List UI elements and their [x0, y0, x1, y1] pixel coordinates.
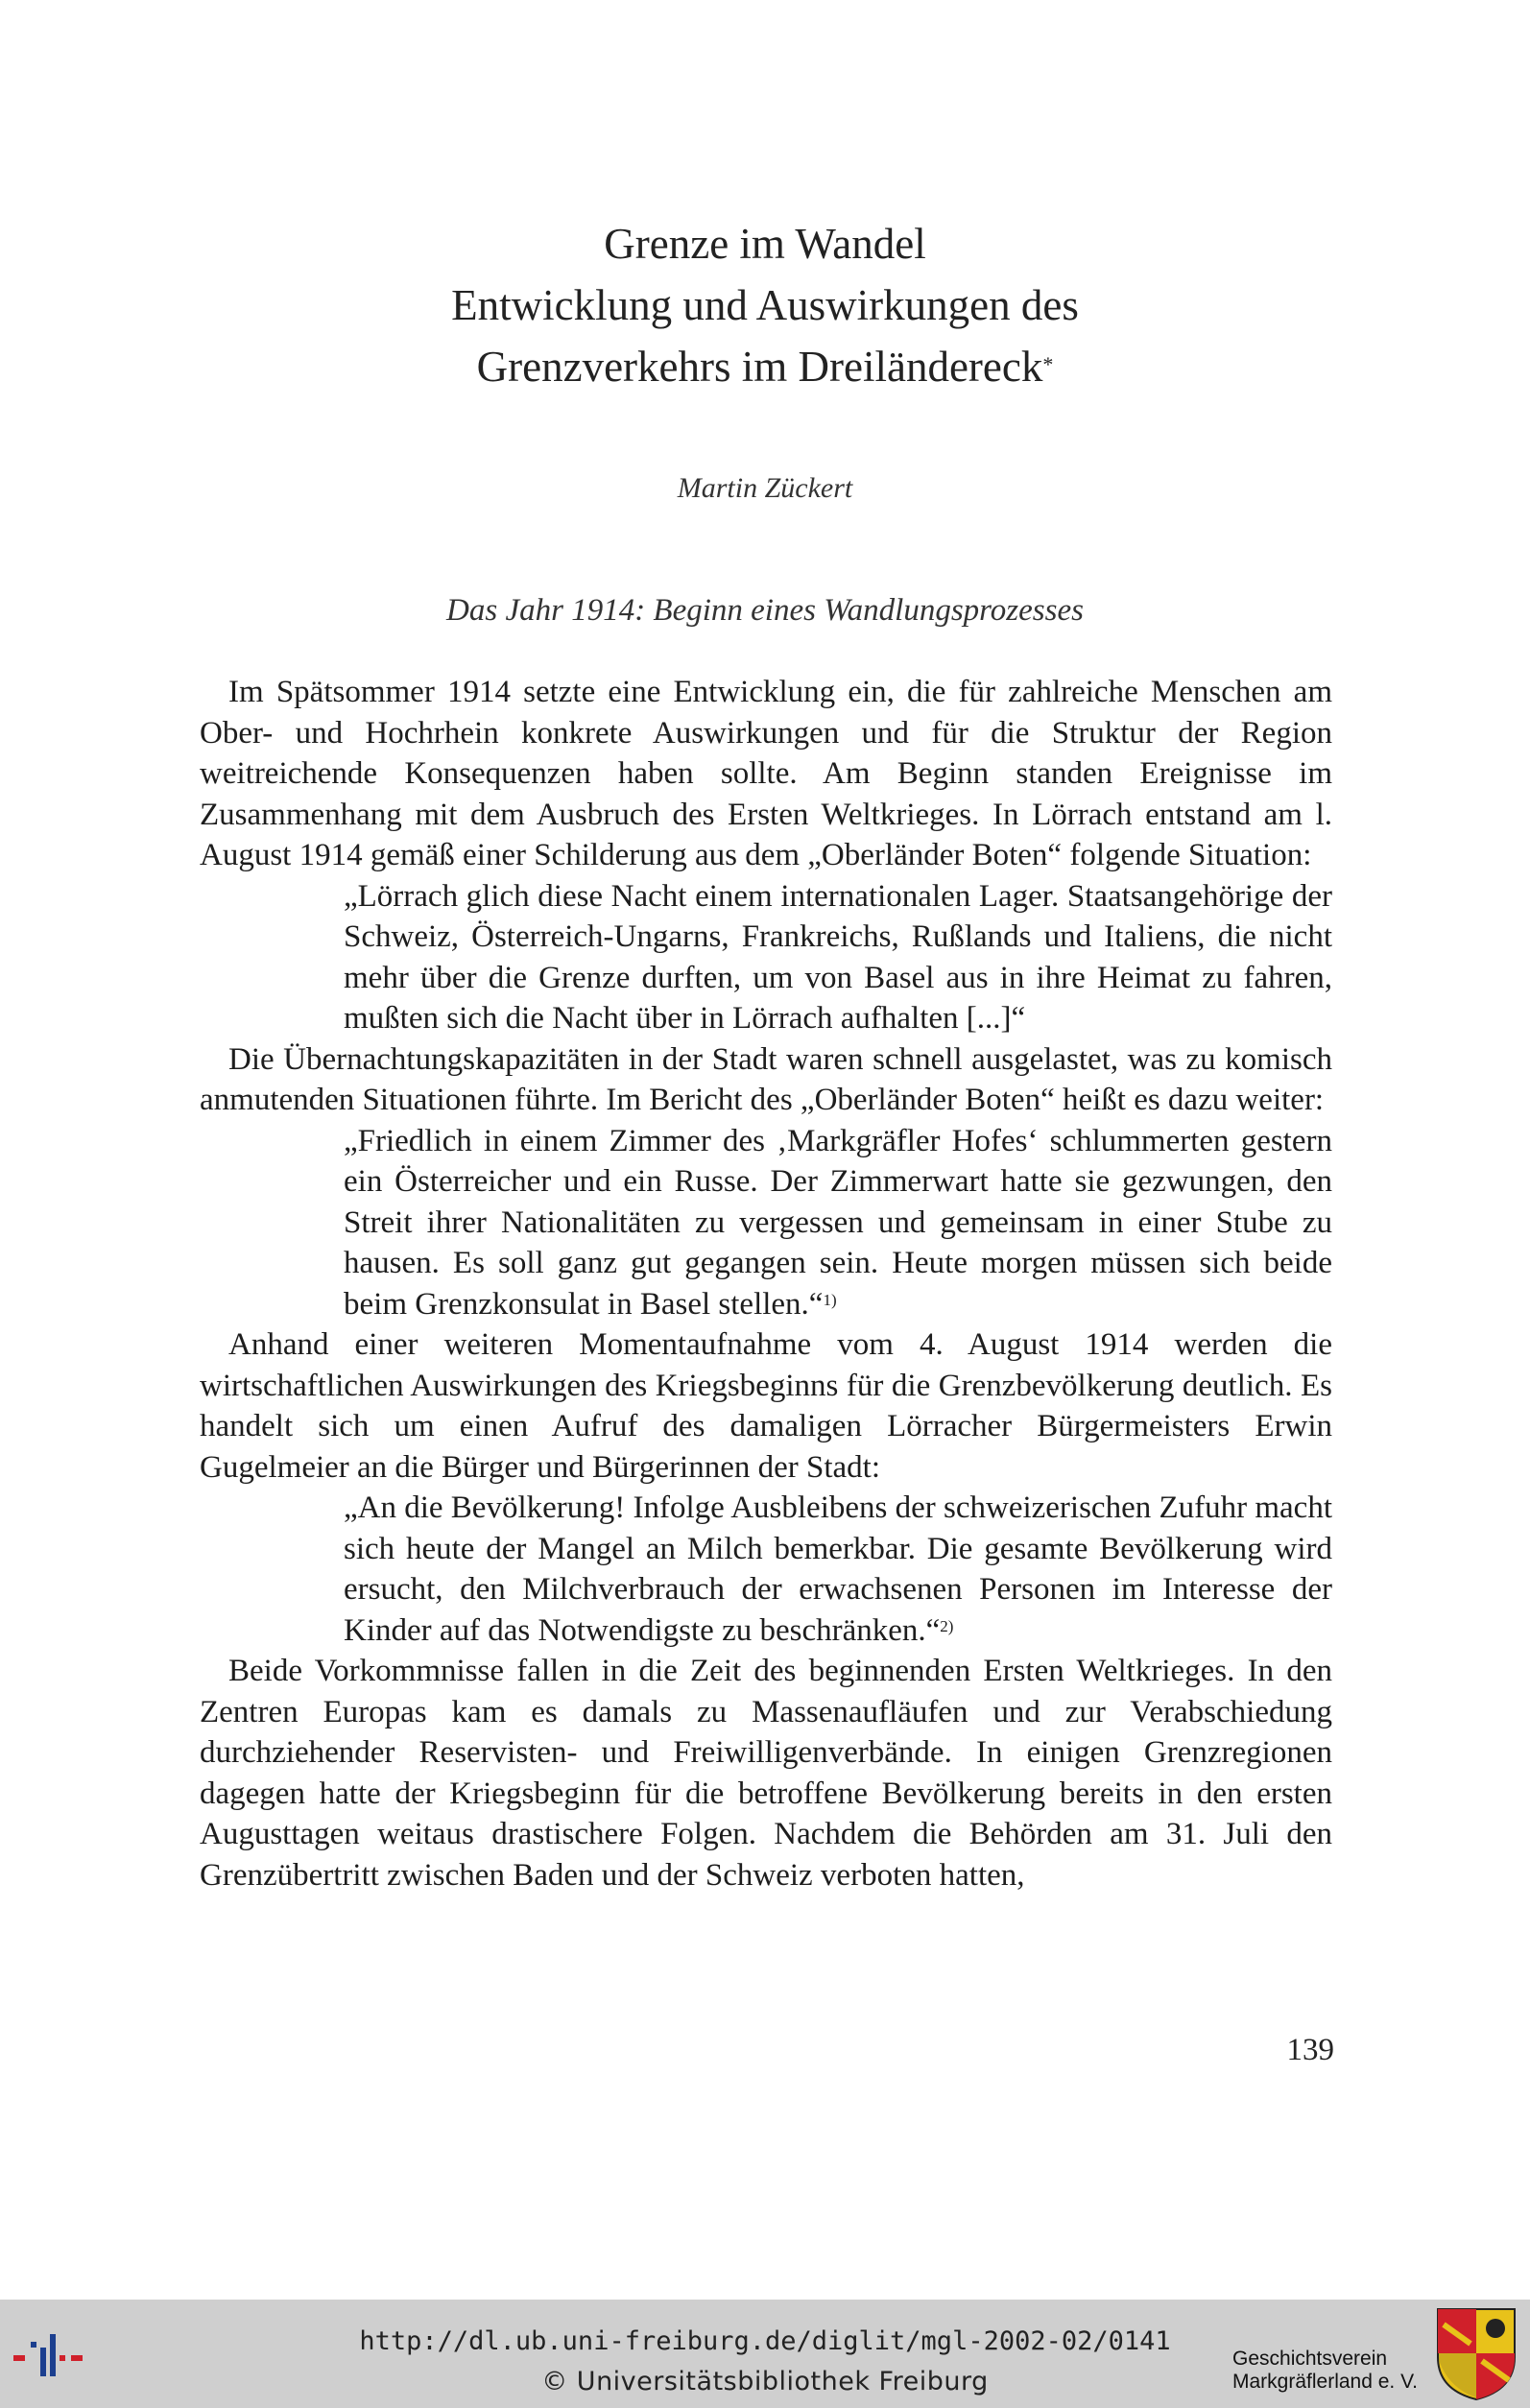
page-number: 139 — [1286, 2033, 1334, 2067]
article-title — [0, 213, 1530, 397]
article-body — [200, 672, 1332, 1895]
society-name-line-2: Markgräflerland e. V. — [1232, 2371, 1418, 2393]
title-line-1: Grenze im Wandel — [604, 220, 926, 268]
footer-bar — [0, 2300, 1530, 2408]
paragraph-1: Im Spätsommer 1914 setzte eine Entwicklung ein, die für zahlreiche Menschen am Ober- und Hochrhein konkrete Auswirkungen und für die Struktur der Region weitreichende Konsequenzen haben sollte. Am Beginn standen Ereignisse im Zusammenhang mit dem Ausbruch des Ersten Weltkrieges. In Lörrach entstand am l. August 1914 gemäß einer Schilderung aus dem „Oberländer Boten“ folgende Situation: — [200, 675, 1332, 872]
title-line-3 — [0, 336, 1530, 397]
footnote-ref-2: 2) — [940, 1616, 954, 1635]
footnote-ref-1: 1) — [823, 1290, 837, 1309]
title-line-3-text: Grenzverkehrs im Dreiländereck — [476, 343, 1043, 391]
paragraph-2: Die Übernachtungskapazitäten in der Stadt waren schnell ausgelastet, was zu komisch anmutenden Situationen führte. Im Bericht des „Oberländer Boten“ heißt es dazu weiter: — [200, 1041, 1332, 1117]
coat-of-arms-icon[interactable] — [1434, 2305, 1518, 2401]
society-name-line-1: Geschichtsverein — [1232, 2348, 1388, 2370]
paragraph-4: Beide Vorkommnisse fallen in die Zeit des beginnenden Ersten Weltkrieges. In den Zentren Europas kam es damals zu Massenaufläufen und zur Verabschiedung durchziehender Reservisten- und Freiwilligenverbände. In einigen Grenzregionen dagegen hatte der Kriegsbeginn für die betroffene Bevölkerung bereits in den ersten Augusttagen weitaus drastischere Folgen. Nachdem die Behörden am 31. Juli den Grenzübertritt zwischen Baden und der Schweiz verboten hatten, — [200, 1654, 1332, 1893]
quote-2-text: „Friedlich in einem Zimmer des ‚Markgräfler Hofes‘ schlummerten gestern ein Österreicher und ein Russe. Der Zimmerwart hatte sie gezwungen, den Streit ihrer Nationalitäten zu vergessen und gemeinsam in einer Stube zu hausen. Es soll ganz gut gegangen sein. Heute morgen müssen sich beide beim Grenzkonsulat in Basel stellen.“ — [344, 1123, 1332, 1322]
section-heading: Das Jahr 1914: Beginn eines Wandlungsprozesses — [446, 593, 1084, 628]
footer-copyright: © Universitätsbibliothek Freiburg — [541, 2367, 989, 2396]
quote-1: „Lörrach glich diese Nacht einem internationalen Lager. Staatsangehörige der Schweiz, Österreich-Ungarns, Frankreichs, Rußlands und Italiens, die nicht mehr über die Grenze durften, um von Basel aus in ihre Heimat zu fahren, mußten sich die Nacht über in Lörrach aufhalten [...]“ — [344, 878, 1332, 1036]
society-name — [1232, 2348, 1418, 2394]
footer-url-link[interactable]: http://dl.ub.uni-freiburg.de/diglit/mgl-2002-02/0141 — [359, 2326, 1171, 2356]
title-line-2: Entwicklung und Auswirkungen des — [451, 281, 1079, 329]
quote-2 — [344, 1121, 1332, 1325]
title-footnote-marker: * — [1042, 352, 1054, 376]
paragraph-3: Anhand einer weiteren Momentaufnahme vom 4. August 1914 werden die wirtschaftlichen Auswirkungen des Kriegsbeginns für die Grenzbevölkerung deutlich. Es handelt sich um einen Aufruf des damaligen Lörracher Bürgermeisters Erwin Gugelmeier an die Bürger und Bürgerinnen der Stadt: — [200, 1327, 1332, 1485]
quote-3-text: „An die Bevölkerung! Infolge Ausbleibens der schweizerischen Zufuhr macht sich heute der Mangel an Milch bemerkbar. Die gesamte Bevölkerung wird ersucht, den Milchverbrauch der erwachsenen Personen im Interesse der Kinder auf das Notwendigste zu beschränken.“ — [344, 1490, 1332, 1648]
author-name: Martin Zückert — [677, 472, 853, 504]
quote-3 — [344, 1488, 1332, 1651]
